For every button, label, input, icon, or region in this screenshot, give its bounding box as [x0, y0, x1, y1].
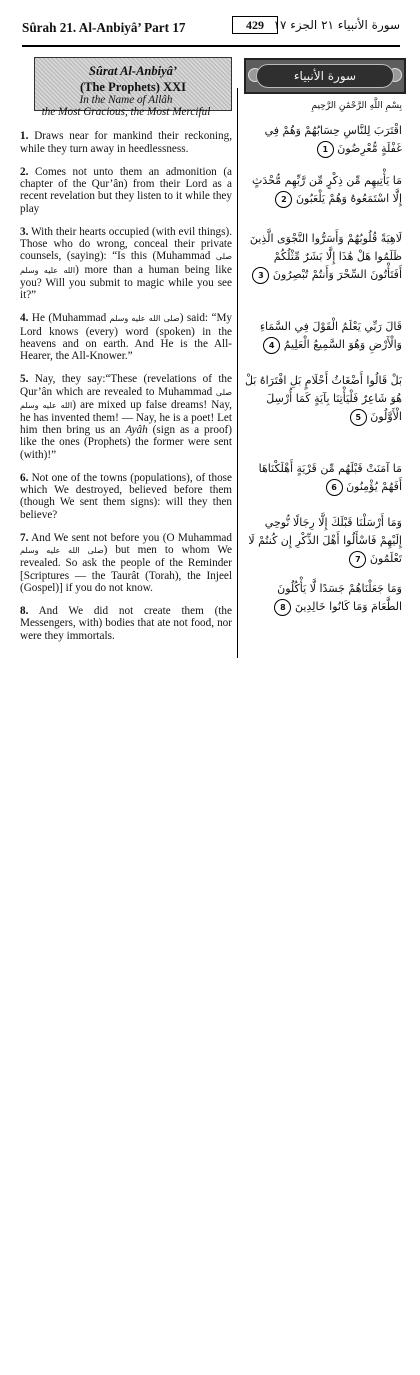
verse-text: Nay, they say:“These (revelations of the Qur’ân which are revealed to Muhammad	[20, 373, 232, 398]
verse-text: ) but men to whom We revealed. So ask the people of the Reminder [Scriptures — the Taurât (Torah), the Injeel (Gospel)] if you do not know.	[20, 544, 232, 594]
honorific: صلى الله عليه وسلم	[20, 252, 233, 275]
verse-end-marker: 8	[274, 599, 291, 616]
honorific: صلى الله عليه وسلم	[109, 314, 180, 324]
verse-1	[20, 130, 232, 154]
surah-title: Sûrat Al-Anbiyâ’	[88, 64, 178, 78]
page-number: 429	[232, 16, 278, 34]
verse-text: Not one of the towns (populations), of those which We destroyed, believed before them (though We sent them signs): will they then believe?	[20, 472, 232, 521]
arabic-heading: سورة الأنبياء ٢١ الجزء ١٧	[273, 18, 400, 32]
verse-end-marker: 6	[326, 479, 343, 496]
verse-number: 7.	[20, 532, 29, 545]
verse-text: And We sent not before you (O Muhammad	[31, 532, 232, 545]
column-divider	[237, 88, 238, 658]
verse-2	[20, 166, 232, 215]
arabic-verse-4: قَالَ رَبِّي يَعْلَمُ الْقَوْلَ فِي السَّمَاءِ وَالْأَرْضِ وَهُوَ السَّمِيعُ الْعَلِيمُ 4	[244, 318, 402, 354]
verse-5	[20, 373, 232, 460]
verse-number: 6.	[20, 472, 29, 485]
header-rule	[22, 45, 400, 47]
verse-end-marker: 4	[263, 337, 280, 354]
verse-text: Comes not unto them an admonition (a chapter of the Qur’ân) from their Lord as a recent revelation but they listen to it while they play	[20, 166, 233, 215]
arabic-bismillah: بِسْمِ اللَّهِ الرَّحْمَٰنِ الرَّحِيمِ	[311, 101, 402, 111]
verse-text: With their hearts occupied (with evil things). Those who do wrong, conceal their private counsels, (saying): “Is this (Muhammad	[20, 226, 232, 263]
page-header	[22, 14, 400, 46]
italic-term: Ayâh	[125, 424, 148, 437]
verse-text: He (Muhammad	[31, 312, 107, 325]
arabic-verse-5: بَلْ قَالُوا أَضْغَاثُ أَحْلَامٍ بَلِ افْتَرَاهُ بَلْ هُوَ شَاعِرٌ فَلْيَأْتِنَا بِآيَةٍ كَمَا أُرْسِلَ الْأَوَّلُونَ 5	[244, 372, 402, 426]
verse-number: 3.	[20, 226, 29, 238]
verse-number: 5.	[20, 373, 29, 386]
verse-6	[20, 472, 232, 521]
verse-text: (sign as a proof) like the ones (Prophets) the former were sent (with)!”	[20, 424, 233, 461]
verse-7	[20, 532, 232, 594]
honorific: صلى الله عليه وسلم	[20, 546, 104, 556]
arabic-title: سورة الأنبياء	[256, 64, 394, 88]
verse-text: Draws near for mankind their reckoning, while they turn away in heedlessness.	[20, 130, 233, 155]
surah-subtitle: (The Prophets) XXI	[79, 80, 187, 94]
honorific: صلى الله عليه وسلم	[20, 387, 233, 410]
arabic-verse-3: لَاهِيَةً قُلُوبُهُمْ وَأَسَرُّوا النَّجْوَى الَّذِينَ ظَلَمُوا هَلْ هَٰذَا إِلَّا بَشَرٌ مِّثْلُكُمْ أَفَتَأْتُونَ السِّحْرَ وَأَنتُمْ تُبْصِرُونَ 3	[244, 230, 402, 284]
verse-3	[20, 226, 232, 301]
verse-text: ) more than a human being like you? Will you submit to magic while you see it?”	[20, 263, 232, 302]
verse-text: ) said: “My Lord knows (every) word (spoken) in the heavens and on earth. And He is the All-Hearer, the All-Knower.”	[20, 312, 233, 363]
verse-end-marker: 7	[349, 551, 366, 568]
translation-column	[20, 94, 232, 652]
arabic-verse-2: مَا يَأْتِيهِم مِّن ذِكْرٍ مِّن رَّبِّهِم مُّحْدَثٍ إِلَّا اسْتَمَعُوهُ وَهُمْ يَلْعَبُونَ 2	[244, 172, 402, 208]
verse-text: And We did not create them (the Messengers, with) bodies that ate not food, nor were they immortals.	[20, 605, 232, 642]
verse-end-marker: 3	[252, 267, 269, 284]
verse-text: ) are mixed up false dreams! Nay, he has invented them! — Nay, he is a poet! Let him then bring us an	[20, 398, 232, 437]
surah-part-heading: Sûrah 21. Al-Anbiyâ’ Part 17	[22, 20, 186, 35]
arabic-verse-6: مَا آمَنَتْ قَبْلَهُم مِّن قَرْيَةٍ أَهْلَكْنَاهَا أَفَهُمْ يُؤْمِنُونَ 6	[244, 460, 402, 496]
verse-number: 2.	[20, 166, 29, 178]
verse-number: 8.	[20, 605, 29, 618]
arabic-verse-1: اقْتَرَبَ لِلنَّاسِ حِسَابُهُمْ وَهُمْ فِي غَفْلَةٍ مُّعْرِضُونَ 1	[244, 122, 402, 158]
verse-end-marker: 1	[317, 141, 334, 158]
arabic-verse-7: وَمَا أَرْسَلْنَا قَبْلَكَ إِلَّا رِجَالًا نُّوحِي إِلَيْهِمْ فَاسْأَلُوا أَهْلَ الذِّكْرِ إِن كُنتُمْ لَا تَعْلَمُونَ 7	[244, 514, 402, 568]
verse-8	[20, 605, 232, 642]
verse-4	[20, 312, 232, 362]
verse-number: 4.	[20, 312, 29, 325]
verse-end-marker: 2	[275, 191, 292, 208]
arabic-title-box	[244, 58, 406, 94]
bismillah-translation: In the Name of Allâh the Most Gracious, the Most Merciful	[41, 94, 211, 119]
verse-end-marker: 5	[350, 409, 367, 426]
arabic-verse-8: وَمَا جَعَلْنَاهُمْ جَسَدًا لَّا يَأْكُلُونَ الطَّعَامَ وَمَا كَانُوا خَالِدِينَ 8	[244, 580, 402, 616]
verse-number: 1.	[20, 130, 29, 143]
